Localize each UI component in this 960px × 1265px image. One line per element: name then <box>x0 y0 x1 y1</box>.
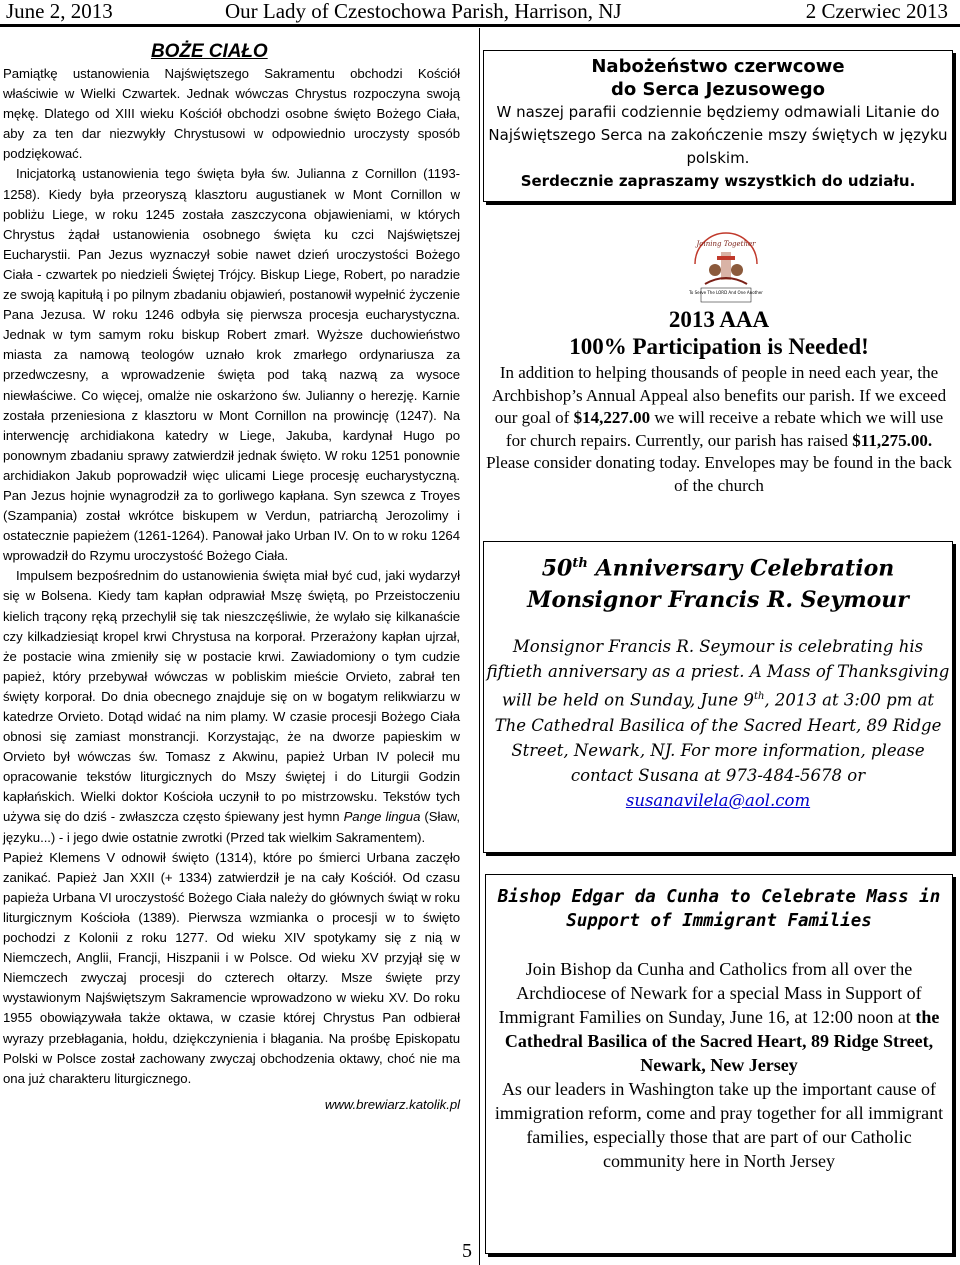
article-paragraph: Impulsem bezpośrednim do ustanowienia święta miał być cud, jaki wydarzył się w Bolsena. Kiedy tam kapłan odprawiał Mszę świętą, po Przeistoczeniu kielich trącony ręką przechylił się tak nieszczęśliwie, że wylało się kilkanaście czy kilkadziesiąt kropel krwi Chrystusa na korporał. Przerażony kapłan ujrzał, że postacie wina zmieniły się w postacie krwi. Zawiadomiony o tym cudzie papież, który przebywał wówczas w pobliskim mieście Orvieto, zabrał ten święty korporał. Do dnia obecnego znajduje się on w bogatym relikwiarzu w katedrze Orvieto. Dotąd widać na nim plamy. W czasie procesji Bożego Ciała obnosi się zamiast monstrancji. Korzystając, że na dworze papieskim w Orvieto był wówczas św. Tomasz z Akwinu, papież Urban IV polecił mu opracowanie tekstów liturgicznych do Mszy świętej i do Liturgii Godzin kapłańskich. Wielki doktor Kościoła uczynił to po mistrzowsku. Tekstów tych używa się do dziś - zwłaszcza często śpiewany jest hymn Pange lingua (Sław, języku...) - i jego dwie ostatnie zwrotki (Przed tak wielkim Sakramentem). <box>3 568 460 845</box>
june-devotion-subtitle: do Serca Jezusowego <box>610 79 825 100</box>
page-number: 5 <box>462 1240 472 1262</box>
aaa-raised: $11,275.00. <box>852 430 933 450</box>
article-source: www.brewiarz.katolik.pl <box>324 1096 460 1112</box>
joining-together-logo-icon <box>687 232 765 310</box>
aaa-subtitle: 100% Participation is Needed! <box>569 334 869 359</box>
immigrant-mass-box <box>485 874 953 1254</box>
article-paragraph: Papież Klemens V odnowił święto (1314), które po śmierci Urbana zaczęło zanikać. Papież Jan XXII (+ 1334) zatwierdził je na cały Kościół. Od czasu papieża Urbana VI uroczystość Bożego Ciała należy do głównych świąt w roku liturgicznym Kościoła (1389). Pierwsza wzmianka o procesji w to święto pochodzi z Kolonii z roku 1277. Od wieku XIV spotykamy się z nią w Niemczech, Anglii, Francji, Hiszpanii i w Polsce. Od wieku XV przyjął się w Niemczech zwyczaj procesji do czterech ołtarzy. Msze święte przy wystawionym Najświętszym Sakramencie wprowadzono w wieku XV. Do roku 1955 obowiązywała także oktawa, w czasie której Chrystus Pan odbierał wyrazy przebłagania, hołdu, dziękczynienia i błagania. Na prośbę Episkopatu Polski w Polsce został zachowany zwyczaj obchodzenia oktawy, choć nie ma ona już charakteru liturgicznego. <box>3 849 460 1086</box>
article-title: BOŻE CIAŁO <box>151 41 268 62</box>
aaa-appeal <box>486 306 952 497</box>
immigrant-mass-body: Join Bishop da Cunha and Catholics from all over the Archdiocese of Newark for a special Mass in Support of Immigrant Families on Sunday, June 16, at 12:00 noon at the Cathedral Basilica of the Sacred Heart, 89 Ridge Street, Newark, New Jersey As our leaders in Washington take up the important cause of immigration reform, come and pray together for all immigrant families, especially those that are part of our Catholic community here in North Jersey <box>494 959 944 1171</box>
june-devotion-body: W naszej parafii codziennie będziemy odmawiali Litanie do Najświętszego Serca na zakończenie mszy świętych w języku polskim. <box>488 103 948 167</box>
june-devotion-box <box>483 50 953 202</box>
aaa-body: In addition to helping thousands of people in need each year, the Archbishop’s Annual Appeal also benefits our parish. If we exceed our goal of $14,227.00 we will receive a rebate which we will use for church repairs. Currently, our parish has raised $11,275.00. Please consider donating today. Envelopes may be found in the back of the church <box>486 363 952 495</box>
anniversary-subtitle: Monsignor Francis R. Seymour <box>527 587 909 614</box>
article-column <box>3 40 460 1115</box>
header-date: June 2, 2013 <box>6 0 113 23</box>
immigrant-mass-place: the Cathedral Basilica of the Sacred Heart, 89 Ridge Street, Newark, New Jersey <box>504 1007 940 1075</box>
svg-text:To Serve The LORD And One Anot: To Serve The LORD And One Another <box>689 290 763 295</box>
page-header <box>0 0 960 27</box>
aaa-title: 2013 AAA <box>668 307 770 332</box>
immigrant-mass-title: Bishop Edgar da Cunha to Celebrate Mass in Support of Immigrant Families <box>497 887 941 931</box>
email-link[interactable]: susanavilela@aol.com <box>625 790 811 810</box>
anniversary-box <box>483 541 953 853</box>
article-paragraph: Inicjatorką ustanowienia tego święta była św. Julianna z Cornillon (1193-1258). Kiedy była przeoryszą klasztoru augustianek w Mont Cornillon w pobliżu Liege, w roku 1245 została zaszczycona objawieniami, w których Chrystus żądał ustanowienia osobnego święta ku czci Najświętszej Eucharystii. Pan Jezus wyznaczył sobie nawet dzień uroczystości Bożego Ciała - czwartek po niedzieli Świętej Trójcy. Biskup Liege, Robert, po naradzie ze swoją kapitułą i po pilnym zbadaniu objawień, postanowił wypełnić życzenie Pana Jezusa. W roku 1246 odbyła się pierwsza procesja eucharystyczna. Jednak w tym samym roku biskup Robert zmarł. Wyższe duchowieństwo miasta za namową teologów uznało krok zmarłego ordynariusza za przedwczesny, a wprowadzenie święta pod taką nazwą za wysoce niewłaściwe. Co więcej, omalże nie oskarżono św. Julianny o herezję. Karnie została przeniesiona z klasztoru w Mont Cornillon na prowincję (1247). Na interwencję archidiakona katedry w Liege, Jakuba, kardynał Hugo po ponownym zbadaniu sprawy zatwierdził jednak święto. W roku 1251 ponownie archidiakon Jakub poprowadził więc ulicami Liege procesję eucharystyczną. Pan Jezus hojnie wynagrodził za to gorliwego kapłana. Syn szewca z Troyes (Szampania) został wkrótce biskupem w Verdun, patriarchą Jerozolimy i ostatecznie papieżem (1261-1264). Panował jako Urban IV. On to w roku 1264 wprowadził do Rzymu uroczystość Bożego Ciała. <box>3 166 460 564</box>
anniversary-body: Monsignor Francis R. Seymour is celebrating his fiftieth anniversary as a priest. A Mass of Thanksgiving will be held on Sunday, June 9th, 2013 at 3:00 pm at The Cathedral Basilica of the Sacred Heart, 89 Ridge Street, Newark, NJ. For more information, please contact Susana at 973-484-5678 or susanavilela@aol.com <box>486 637 950 810</box>
hymn-title: Pange lingua <box>343 809 421 825</box>
june-devotion-invite: Serdecznie zapraszamy wszystkich do udziału. <box>520 172 916 190</box>
article-paragraph: Pamiątkę ustanowienia Najświętszego Sakramentu obchodzi Kościół właściwie w Wielki Czwartek. Jednak wówczas Chrystus rozpoczyna swoją mękę. Dlatego od XIII wieku Kościół obchodzi osobne święto Bożego Ciała, aby za ten dar niezwykły Chrystusowi w odpowiednio uroczysty sposób podziękować. <box>3 66 460 162</box>
anniversary-title: 50th Anniversary Celebration <box>541 555 895 582</box>
svg-text:Joining Together: Joining Together <box>696 240 756 248</box>
column-divider <box>479 28 480 1265</box>
header-parish: Our Lady of Czestochowa Parish, Harrison, NJ <box>225 0 622 23</box>
june-devotion-title: Nabożeństwo czerwcowe <box>591 56 845 77</box>
aaa-goal: $14,227.00 <box>573 408 651 427</box>
header-date-polish: 2 Czerwiec 2013 <box>805 0 948 23</box>
